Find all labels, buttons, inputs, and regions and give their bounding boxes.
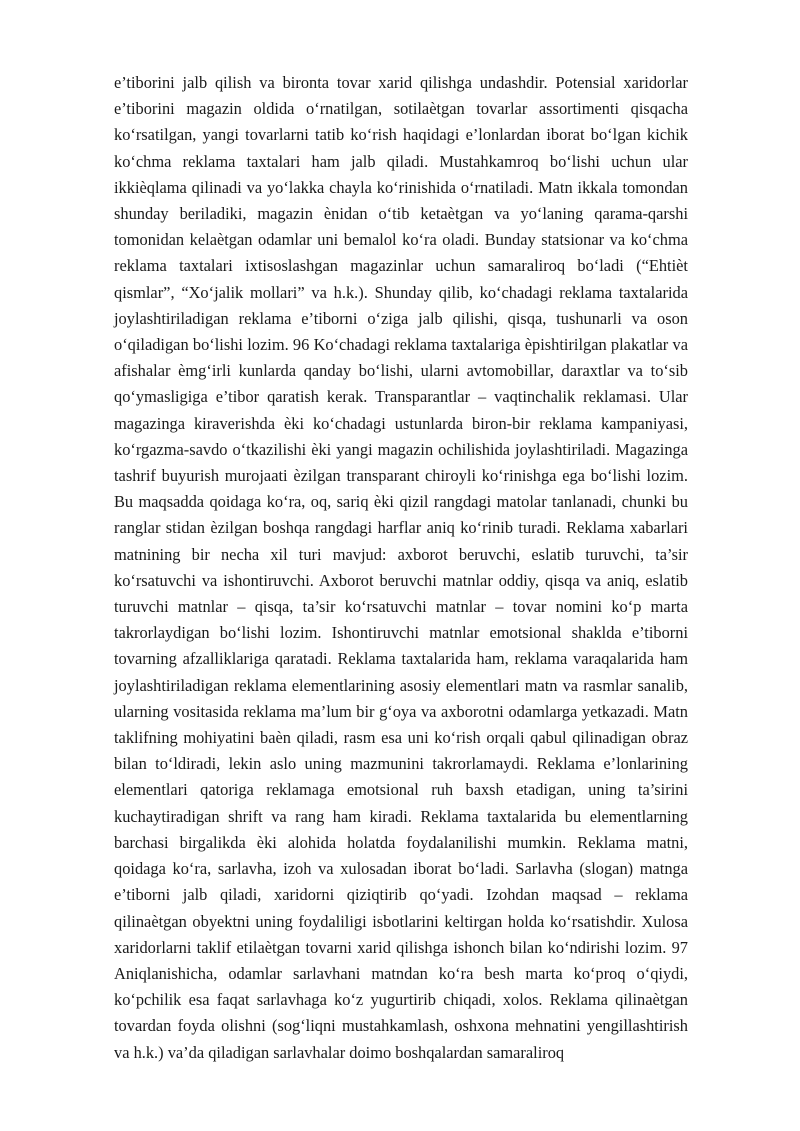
body-paragraph: e’tiborini jalb qilish va bironta tovar xarid qilishga undashdir. Potensial xaridorlar e’tiborini magazin oldida o‘rnatilgan, sotilaètgan tovarlar assortimenti qisqacha ko‘rsatilgan, yangi tovarlarni tatib ko‘rish haqidagi e’lonlardan iborat bo‘lgan kichik ko‘chma reklama taxtalari ham jalb qiladi. Mustahkamroq bo‘lishi uchun ular ikkièqlama qilinadi va yo‘lakka chayla ko‘rinishida o‘rnatiladi. Matn ikkala tomondan shunday beriladiki, magazin ènidan o‘tib ketaètgan va yo‘laning qarama-qarshi tomonidan kelaètgan odamlar uni bemalol ko‘ra oladi. Bunday statsionar va ko‘chma reklama taxtalari ixtisoslashgan magazinlar uchun samaraliroq bo‘ladi (“Ehtièt qismlar”, “Xo‘jalik mollari” va h.k.). Shunday qilib, ko‘chadagi reklama taxtalarida joylashtiriladigan reklama e’tiborni o‘ziga jalb qilishi, qisqa, tushunarli va oson o‘qiladigan bo‘lishi lozim. 96 Ko‘chadagi reklama taxtalariga èpishtirilgan plakatlar va afishalar èmg‘irli kunlarda qanday bo‘lishi, ularni avtomobillar, daraxtlar va to‘sib qo‘ymasligiga e’tibor qaratish kerak. Transparantlar – vaqtinchalik reklamasi. Ular magazinga kiraverishda èki ko‘chadagi ustunlarda biron-bir reklama kampaniyasi, ko‘rgazma-savdo o‘tkazilishi èki yangi magazin ochilishida joylashtiriladi. Magazinga tashrif buyurish murojaati èzilgan transparant chiroyli ko‘rinishga ega bo‘lishi lozim. Bu maqsadda qoidaga ko‘ra, oq, sariq èki qizil rangdagi matolar tanlanadi, chunki bu ranglar stidan èzilgan boshqa rangdagi harflar aniq ko‘rinib turadi. Reklama xabarlari matnining bir necha xil turi mavjud: axborot beruvchi, eslatib turuvchi, ta’sir ko‘rsatuvchi va ishontiruvchi. Axborot beruvchi matnlar oddiy, qisqa va aniq, eslatib turuvchi matnlar – qisqa, ta’sir ko‘rsatuvchi matnlar – tovar nomini ko‘p marta takrorlaydigan bo‘lishi lozim. Ishontiruvchi matnlar emotsional shaklda e’tiborni tovarning afzalliklariga qaratadi. Reklama taxtalarida ham, reklama varaqalarida ham joylashtiriladigan reklama elementlarining asosiy elementlari matn va rasmlar sanalib, ularning vositasida reklama ma’lum bir g‘oya va axborotni odamlarga yetkazadi. Matn taklifning mohiyatini baèn qiladi, rasm esa uni ko‘rish orqali qabul qilinadigan obraz bilan to‘ldiradi, lekin aslo uning mazmunini takrorlamaydi. Reklama e’lonlarining elementlari qatoriga reklamaga emotsional ruh baxsh etadigan, uning ta’sirini kuchaytiradigan shrift va rang ham kiradi. Reklama taxtalarida bu elementlarning barchasi birgalikda èki alohida holatda foydalanilishi mumkin. Reklama matni, qoidaga ko‘ra, sarlavha, izoh va xulosadan iborat bo‘ladi. Sarlavha (slogan) matnga e’tiborni jalb qiladi, xaridorni qiziqtirib qo‘yadi. Izohdan maqsad – reklama qilinaètgan obyektni uning foydaliligi isbotlarini keltirgan holda ko‘rsatishdir. Xulosa xaridorlarni taklif etilaètgan tovarni xarid qilishga ishonch bilan ko‘ndirishi lozim. 97 Aniqlanishicha, odamlar sarlavhani matndan ko‘ra besh marta ko‘proq o‘qiydi, ko‘pchilik esa faqat sarlavhaga ko‘z yugurtirib chiqadi, xolos. Reklama qilinaètgan tovardan foyda olishni (sog‘liqni mustahkamlash, oshxona mehnatini yengillashtirish va h.k.) va’da qiladigan sarlavhalar doimo boshqalardan samaraliroq [114,73,688,1062]
document-page [114,70,688,1066]
